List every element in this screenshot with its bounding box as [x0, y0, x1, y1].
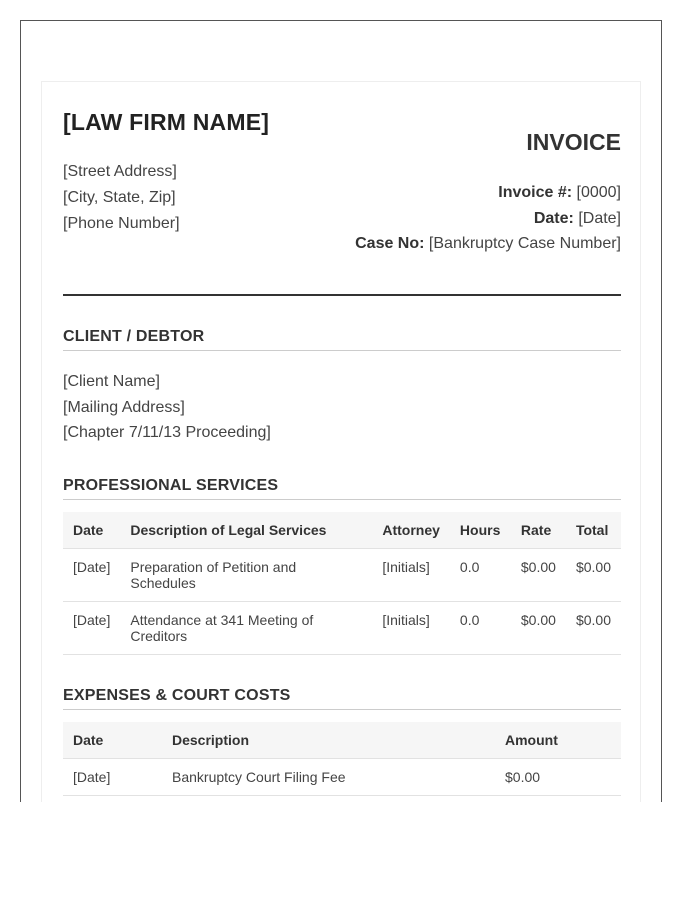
row-attorney: [Initials]	[372, 601, 450, 654]
col-date: Date	[63, 722, 162, 758]
services-table	[63, 512, 621, 655]
row-total: $0.00	[566, 548, 621, 601]
row-attorney: [Initials]	[372, 548, 450, 601]
col-rate: Rate	[511, 512, 566, 548]
row-amount: $0.00	[495, 758, 621, 795]
client-address: [Mailing Address]	[63, 398, 185, 416]
services-header-row	[63, 512, 621, 548]
invoice-date-line	[355, 206, 621, 232]
expenses-header-row	[63, 722, 621, 758]
table-row	[63, 601, 621, 654]
invoice-sheet	[41, 81, 641, 802]
client-section-heading: CLIENT / DEBTOR	[63, 328, 621, 351]
client-name: [Client Name]	[63, 373, 160, 390]
invoice-case-line	[355, 231, 621, 257]
invoice-number-value: [0000]	[576, 184, 621, 201]
row-rate: $0.00	[511, 601, 566, 654]
table-row	[63, 758, 621, 795]
row-hours: 0.0	[450, 548, 511, 601]
invoice-date-value: [Date]	[578, 209, 621, 227]
invoice-number-line	[355, 180, 621, 206]
row-rate: $0.00	[511, 548, 566, 601]
firm-name: [LAW FIRM NAME]	[63, 109, 270, 135]
row-total: $0.00	[566, 601, 621, 654]
row-description: Attendance at 341 Meeting of Creditors	[120, 601, 372, 654]
client-proceeding: [Chapter 7/11/13 Proceeding]	[63, 424, 271, 441]
firm-address-block	[63, 159, 180, 237]
header-divider	[63, 294, 621, 296]
invoice-number-label: Invoice #:	[498, 184, 573, 201]
col-attorney: Attorney	[372, 512, 450, 548]
col-description: Description of Legal Services	[120, 512, 372, 548]
col-total: Total	[566, 512, 621, 548]
row-description: Bankruptcy Court Filing Fee	[162, 758, 495, 795]
col-amount: Amount	[495, 722, 621, 758]
row-date: [Date]	[63, 548, 120, 601]
col-hours: Hours	[450, 512, 511, 548]
invoice-title: INVOICE	[526, 129, 621, 155]
firm-city: [City, State, Zip]	[63, 189, 176, 206]
row-date: [Date]	[63, 601, 120, 654]
row-hours: 0.0	[450, 601, 511, 654]
invoice-meta-block	[355, 180, 621, 257]
col-description: Description	[162, 722, 495, 758]
services-section-heading: PROFESSIONAL SERVICES	[63, 477, 621, 500]
col-date: Date	[63, 512, 120, 548]
expenses-section-heading: EXPENSES & COURT COSTS	[63, 687, 621, 710]
invoice-date-label: Date:	[533, 209, 574, 227]
firm-phone: [Phone Number]	[63, 215, 180, 232]
table-row	[63, 548, 621, 601]
row-date: [Date]	[63, 758, 162, 795]
row-description: Preparation of Petition and Schedules	[120, 548, 372, 601]
firm-street: [Street Address]	[63, 163, 177, 180]
invoice-case-value: [Bankruptcy Case Number]	[428, 235, 621, 252]
invoice-case-label: Case No:	[355, 235, 425, 252]
client-block	[63, 369, 271, 446]
expenses-table	[63, 722, 621, 796]
document-frame	[20, 20, 662, 802]
